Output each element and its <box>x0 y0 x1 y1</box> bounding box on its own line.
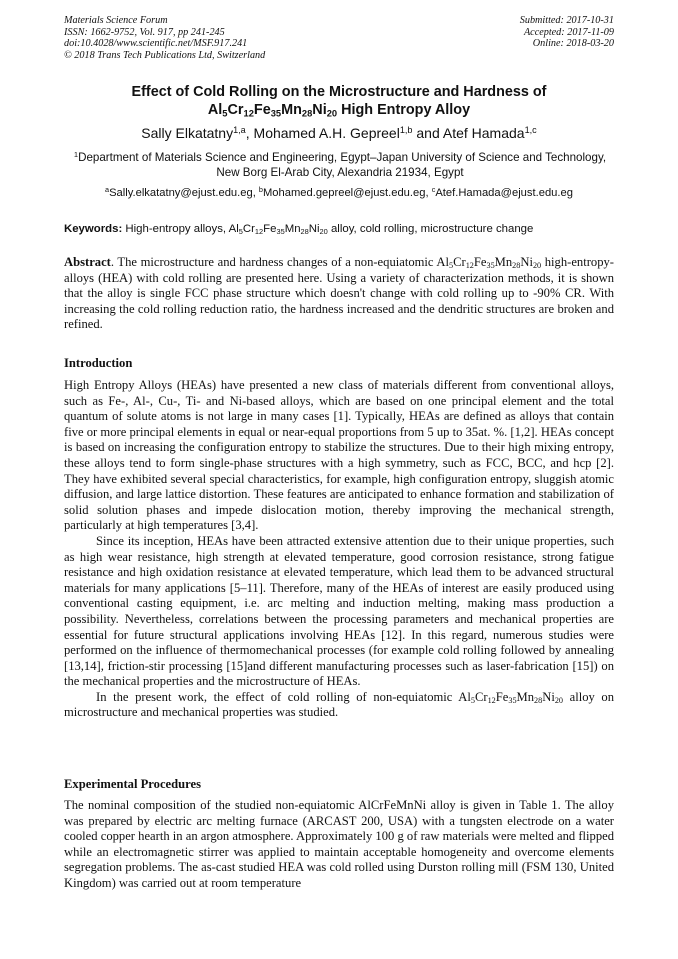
alloy-formula: $Al_5Cr_{12}Fe_{35}Mn_{28}Ni_{20}$ <box>228 223 328 236</box>
email-link[interactable]: Atef.Hamada@ejust.edu.eg <box>435 187 573 199</box>
journal-copyright: © 2018 Trans Tech Publications Ltd, Switzerland <box>64 49 266 61</box>
journal-header-right <box>520 15 614 50</box>
journal-issn: ISSN: 1662-9752, Vol. 917, pp 241-245 <box>64 26 225 38</box>
author-name: Atef Hamada <box>442 125 525 141</box>
title-line-2: $Al_5Cr_{12}Fe_{35}Mn_{28}Ni_{20}$ High Entropy Alloy <box>207 102 471 119</box>
journal-doi[interactable]: doi:10.4028/www.scientific.net/MSF.917.241 <box>64 38 248 50</box>
abstract-label: Abstract <box>64 255 111 269</box>
author-list: Sally Elkatatny$^{1,a}$, Mohamed A.H. Gepreel$^{1,b}$ and Atef Hamada$^{1,c}$ <box>141 125 537 141</box>
abstract <box>64 255 614 333</box>
abstract-paragraph: Abstract. The microstructure and hardness changes of a non-equiatomic $Al_5Cr_{12}Fe_{35}Mn_{28}Ni_{20}$ high-entropy-alloys (HEA) with cold rolling are presented here. Using a variety of characterization methods, it is shown that the alloy is single FCC phase structure which doesn't change with cold rolling up to -90% CR. With increasing the cold rolling reduction ratio, the hardness increased and the dendritic structures are broken and refined. <box>64 255 614 332</box>
intro-paragraph-1: High Entropy Alloys (HEAs) have presented a new class of materials different from conventional alloys, such as Fe-, Al-, Cu-, Ti- and Ni-based alloys, which are based on one principal element and the total quantum of solute atoms is not large in many cases [1]. Typically, HEAs are defined as alloys that contain five or more principal elements in equal or near-equal proportions from 5 up to 35at. %. [1,2]. HEAs concept is based on increasing the configuration entropy to stabilize the structures. Due to their high mixing entropy, these alloys tend to form single-phase structures with a high symmetry, such as FCC, BCC, and hcp [2]. They have exhibited several special characteristics, for example, high configuration entropy, sluggish atomic diffusion, and large lattice distortion. These features are anticipated to enhance formation and stabilization of solid solution phases and impede dislocation motion, thereby improving the mechanical strength, particularly at high temperatures [3,4]. <box>64 378 614 533</box>
submitted-date: Submitted: 2017-10-31 <box>519 15 614 26</box>
introduction-body <box>64 378 614 721</box>
author-name: Sally Elkatatny <box>141 125 234 141</box>
alloy-formula: $Al_5Cr_{12}Fe_{35}Mn_{28}Ni_{20}$ <box>436 255 542 271</box>
author-emails: $^a$Sally.elkatatny@ejust.edu.eg, $^b$Mohamed.gepreel@ejust.edu.eg, $^c$Atef.Hamada@ejust.edu.eg <box>105 185 573 199</box>
section-heading-introduction: Introduction <box>64 356 133 370</box>
alloy-formula: $Al_5Cr_{12}Fe_{35}Mn_{28}Ni_{20}$ <box>458 689 564 705</box>
section-heading-experimental: Experimental Procedures <box>64 777 201 791</box>
experimental-body <box>64 798 614 892</box>
intro-paragraph-3: In the present work, the effect of cold rolling of non-equiatomic $Al_5Cr_{12}Fe_{35}Mn_{28}Ni_{20}$ alloy on microstructure and mechanical properties was studied. <box>64 689 614 720</box>
journal-header-left <box>64 15 265 61</box>
online-date: Online: 2018-03-20 <box>532 38 614 50</box>
keywords: Keywords: High-entropy alloys, $Al_5Cr_{12}Fe_{35}Mn_{28}Ni_{20}$ alloy, cold rolling, microstructure change <box>64 223 534 236</box>
email-link[interactable]: Sally.elkatatny@ejust.edu.eg <box>109 187 253 199</box>
experimental-paragraph-1: The nominal composition of the studied non-equiatomic AlCrFeMnNi alloy is given in Table 1. The alloy was prepared by electric arc melting furnace (ARCAST 200, USA) with a tungsten electrode on a water cooled copper hearth in an argon atmosphere. Approximately 100 g of raw materials were melted and flipped while an electromagnetic stirrer was applied to maintain acceptable homogeneity and overcome elements segregation problems. The as-cast studied HEA was cold rolled using Durston rolling mill (FSM 130, United Kingdom) was carried out at room temperature <box>64 798 614 890</box>
intro-paragraph-2: Since its inception, HEAs have been attracted extensive attention due to their unique properties, such as high wear resistance, high strength at elevated temperature, good corrosion resistance, strong fatigue resistance and high oxidation resistance at elevated temperature, which lead them to be advanced structural materials for many applications [5–11]. Therefore, many of the HEAs of interest are easily produced using conventional casting equipment, i.e. arc melting and induction melting, making mass production a possibility. Nevertheless, correlations between the processing parameters and mechanical properties are essential for future structural applications involving HEAs [12]. In this regard, numerous studies were performed on the influence of thermomechanical processes (for example cold rolling followed by annealing [13,14], friction-stir processing [15]and different manufacturing processes such as laser-fabrication [15]) on the mechanical properties and the microstructure of HEAs. <box>64 533 614 689</box>
paper-title <box>64 83 614 119</box>
affiliation: $^1$Department of Materials Science and Engineering, Egypt–Japan University of Science and Technology, New Borg El-Arab City, Alexandria 21934, Egypt <box>73 149 607 179</box>
accepted-date: Accepted: 2017-11-09 <box>523 26 614 38</box>
journal-name: Materials Science Forum <box>64 15 168 26</box>
email-link[interactable]: Mohamed.gepreel@ejust.edu.eg <box>262 187 426 199</box>
author-name: Mohamed A.H. Gepreel <box>253 125 400 141</box>
title-alloy-formula: $Al_5Cr_{12}Fe_{35}Mn_{28}Ni_{20}$ <box>207 102 338 119</box>
title-line-1: Effect of Cold Rolling on the Microstructure and Hardness of <box>131 84 547 100</box>
keywords-label: Keywords: <box>64 223 123 235</box>
